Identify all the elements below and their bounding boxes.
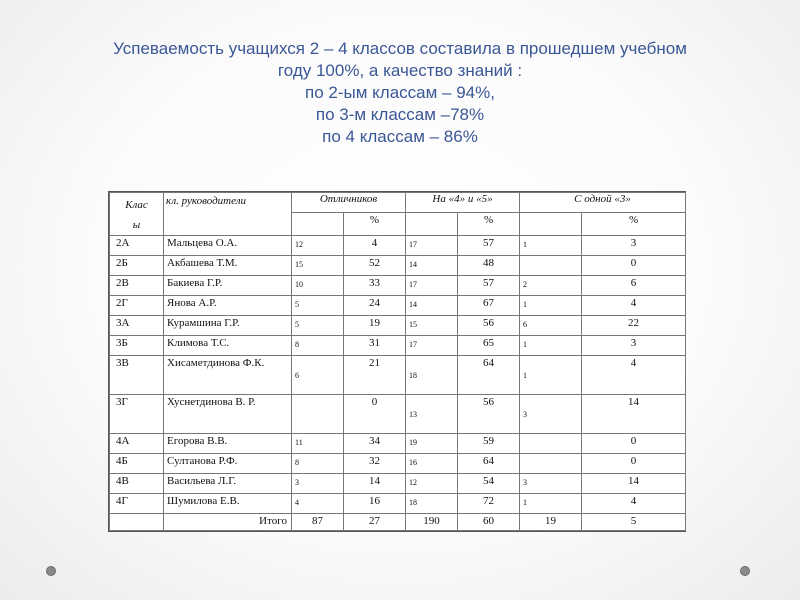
cell-teacher: Курамшина Г.Р. — [164, 316, 292, 336]
cell-good-count: 18 — [406, 356, 458, 395]
table-row — [110, 316, 686, 336]
slide-dot-right — [740, 566, 750, 576]
cell-three-count: 1 — [520, 356, 582, 395]
cell-teacher: Климова Т.С. — [164, 336, 292, 356]
header-one-three: С одной «3» — [520, 193, 686, 213]
table-row — [110, 454, 686, 474]
header-class-part2: ы — [132, 219, 141, 231]
cell-good-count: 14 — [406, 256, 458, 276]
cell-good-count: 12 — [406, 474, 458, 494]
cell-exc-percent: 24 — [344, 296, 406, 316]
cell-three-percent: 6 — [582, 276, 686, 296]
cell-three-count: 3 — [520, 474, 582, 494]
cell-class: 3Г — [110, 395, 164, 434]
cell-exc-count: 12 — [292, 236, 344, 256]
cell-three-percent: 0 — [582, 434, 686, 454]
total-good-percent: 60 — [458, 514, 520, 531]
cell-exc-percent: 19 — [344, 316, 406, 336]
cell-teacher: Хуснетдинова В. Р. — [164, 395, 292, 434]
cell-three-count: 1 — [520, 296, 582, 316]
total-empty-cell — [110, 514, 164, 531]
cell-exc-count: 8 — [292, 336, 344, 356]
cell-exc-count: 3 — [292, 474, 344, 494]
cell-class: 4А — [110, 434, 164, 454]
table-row — [110, 296, 686, 316]
cell-three-count: 1 — [520, 494, 582, 514]
cell-good-percent: 56 — [458, 316, 520, 336]
table-row — [110, 474, 686, 494]
header-three-percent: % — [582, 213, 686, 236]
cell-three-percent: 4 — [582, 296, 686, 316]
cell-good-percent: 67 — [458, 296, 520, 316]
cell-class: 4В — [110, 474, 164, 494]
table-row — [110, 494, 686, 514]
cell-teacher: Хисаметдинова Ф.К. — [164, 356, 292, 395]
heading-line-5: по 4 классам – 86% — [322, 127, 478, 146]
cell-good-percent: 48 — [458, 256, 520, 276]
total-good-count: 190 — [406, 514, 458, 531]
cell-three-percent: 4 — [582, 494, 686, 514]
cell-teacher: Янова А.Р. — [164, 296, 292, 316]
total-exc-percent: 27 — [344, 514, 406, 531]
cell-three-count — [520, 434, 582, 454]
header-class-part1: Клас — [125, 199, 148, 211]
heading-line-1: Успеваемость учащихся 2 – 4 классов составила в прошедшем учебном — [113, 39, 687, 58]
cell-exc-percent: 4 — [344, 236, 406, 256]
header-teacher: кл. руководители — [164, 193, 292, 236]
cell-three-percent: 4 — [582, 356, 686, 395]
cell-exc-percent: 16 — [344, 494, 406, 514]
cell-good-count: 18 — [406, 494, 458, 514]
header-class — [110, 193, 164, 236]
cell-good-count: 14 — [406, 296, 458, 316]
header-exc-percent: % — [344, 213, 406, 236]
cell-exc-count: 11 — [292, 434, 344, 454]
cell-exc-count: 4 — [292, 494, 344, 514]
cell-class: 4Г — [110, 494, 164, 514]
header-excellent: Отличников — [292, 193, 406, 213]
slide-dot-left — [46, 566, 56, 576]
cell-exc-count: 10 — [292, 276, 344, 296]
total-three-count: 19 — [520, 514, 582, 531]
cell-good-percent: 65 — [458, 336, 520, 356]
cell-teacher: Шумилова Е.В. — [164, 494, 292, 514]
heading-line-2: году 100%, а качество знаний : — [277, 61, 523, 80]
cell-teacher: Васильева Л.Г. — [164, 474, 292, 494]
cell-teacher: Бакиева Г.Р. — [164, 276, 292, 296]
performance-table — [108, 191, 686, 532]
cell-good-percent: 72 — [458, 494, 520, 514]
cell-class: 3А — [110, 316, 164, 336]
cell-good-count: 17 — [406, 276, 458, 296]
total-exc-count: 87 — [292, 514, 344, 531]
cell-good-count: 17 — [406, 336, 458, 356]
cell-exc-percent: 21 — [344, 356, 406, 395]
cell-three-count: 2 — [520, 276, 582, 296]
cell-teacher: Мальцева О.А. — [164, 236, 292, 256]
table-body — [110, 236, 686, 531]
header-good-percent: % — [458, 213, 520, 236]
table-row — [110, 276, 686, 296]
cell-exc-percent: 52 — [344, 256, 406, 276]
table-row — [110, 434, 686, 454]
cell-good-count: 17 — [406, 236, 458, 256]
cell-class: 2В — [110, 276, 164, 296]
cell-good-percent: 59 — [458, 434, 520, 454]
cell-class: 4Б — [110, 454, 164, 474]
cell-three-percent: 14 — [582, 395, 686, 434]
cell-three-count — [520, 454, 582, 474]
cell-teacher: Акбашева Т.М. — [164, 256, 292, 276]
cell-exc-count: 8 — [292, 454, 344, 474]
slide-heading — [40, 38, 760, 148]
cell-good-percent: 64 — [458, 356, 520, 395]
cell-good-count: 15 — [406, 316, 458, 336]
cell-three-count: 3 — [520, 395, 582, 434]
table-row — [110, 256, 686, 276]
cell-three-percent: 0 — [582, 256, 686, 276]
cell-good-percent: 54 — [458, 474, 520, 494]
cell-exc-count: 6 — [292, 356, 344, 395]
header-good-count — [406, 213, 458, 236]
cell-exc-percent: 0 — [344, 395, 406, 434]
header-exc-count — [292, 213, 344, 236]
heading-line-4: по 3-м классам –78% — [315, 105, 485, 124]
cell-exc-percent: 34 — [344, 434, 406, 454]
cell-exc-count: 5 — [292, 316, 344, 336]
cell-three-percent: 0 — [582, 454, 686, 474]
cell-exc-count — [292, 395, 344, 434]
cell-three-percent: 3 — [582, 236, 686, 256]
table-total-row — [110, 514, 686, 531]
cell-exc-count: 15 — [292, 256, 344, 276]
cell-class: 2А — [110, 236, 164, 256]
cell-exc-percent: 32 — [344, 454, 406, 474]
cell-exc-percent: 33 — [344, 276, 406, 296]
table-row — [110, 236, 686, 256]
header-good: На «4» и «5» — [406, 193, 520, 213]
total-three-percent: 5 — [582, 514, 686, 531]
cell-three-count — [520, 256, 582, 276]
cell-three-percent: 22 — [582, 316, 686, 336]
cell-exc-percent: 31 — [344, 336, 406, 356]
cell-three-percent: 3 — [582, 336, 686, 356]
cell-three-count: 1 — [520, 236, 582, 256]
cell-good-percent: 56 — [458, 395, 520, 434]
cell-class: 3Б — [110, 336, 164, 356]
cell-good-percent: 57 — [458, 276, 520, 296]
cell-three-percent: 14 — [582, 474, 686, 494]
header-three-count — [520, 213, 582, 236]
table-row — [110, 356, 686, 395]
cell-three-count: 1 — [520, 336, 582, 356]
cell-teacher: Егорова В.В. — [164, 434, 292, 454]
cell-class: 2Г — [110, 296, 164, 316]
cell-exc-count: 5 — [292, 296, 344, 316]
cell-good-count: 13 — [406, 395, 458, 434]
cell-three-count: 6 — [520, 316, 582, 336]
cell-good-percent: 57 — [458, 236, 520, 256]
cell-class: 3В — [110, 356, 164, 395]
cell-good-percent: 64 — [458, 454, 520, 474]
heading-line-3: по 2-ым классам – 94%, — [305, 83, 495, 102]
table-row — [110, 395, 686, 434]
total-label: Итого — [164, 514, 292, 531]
cell-exc-percent: 14 — [344, 474, 406, 494]
cell-teacher: Султанова Р.Ф. — [164, 454, 292, 474]
cell-good-count: 19 — [406, 434, 458, 454]
cell-class: 2Б — [110, 256, 164, 276]
table-row — [110, 336, 686, 356]
cell-good-count: 16 — [406, 454, 458, 474]
